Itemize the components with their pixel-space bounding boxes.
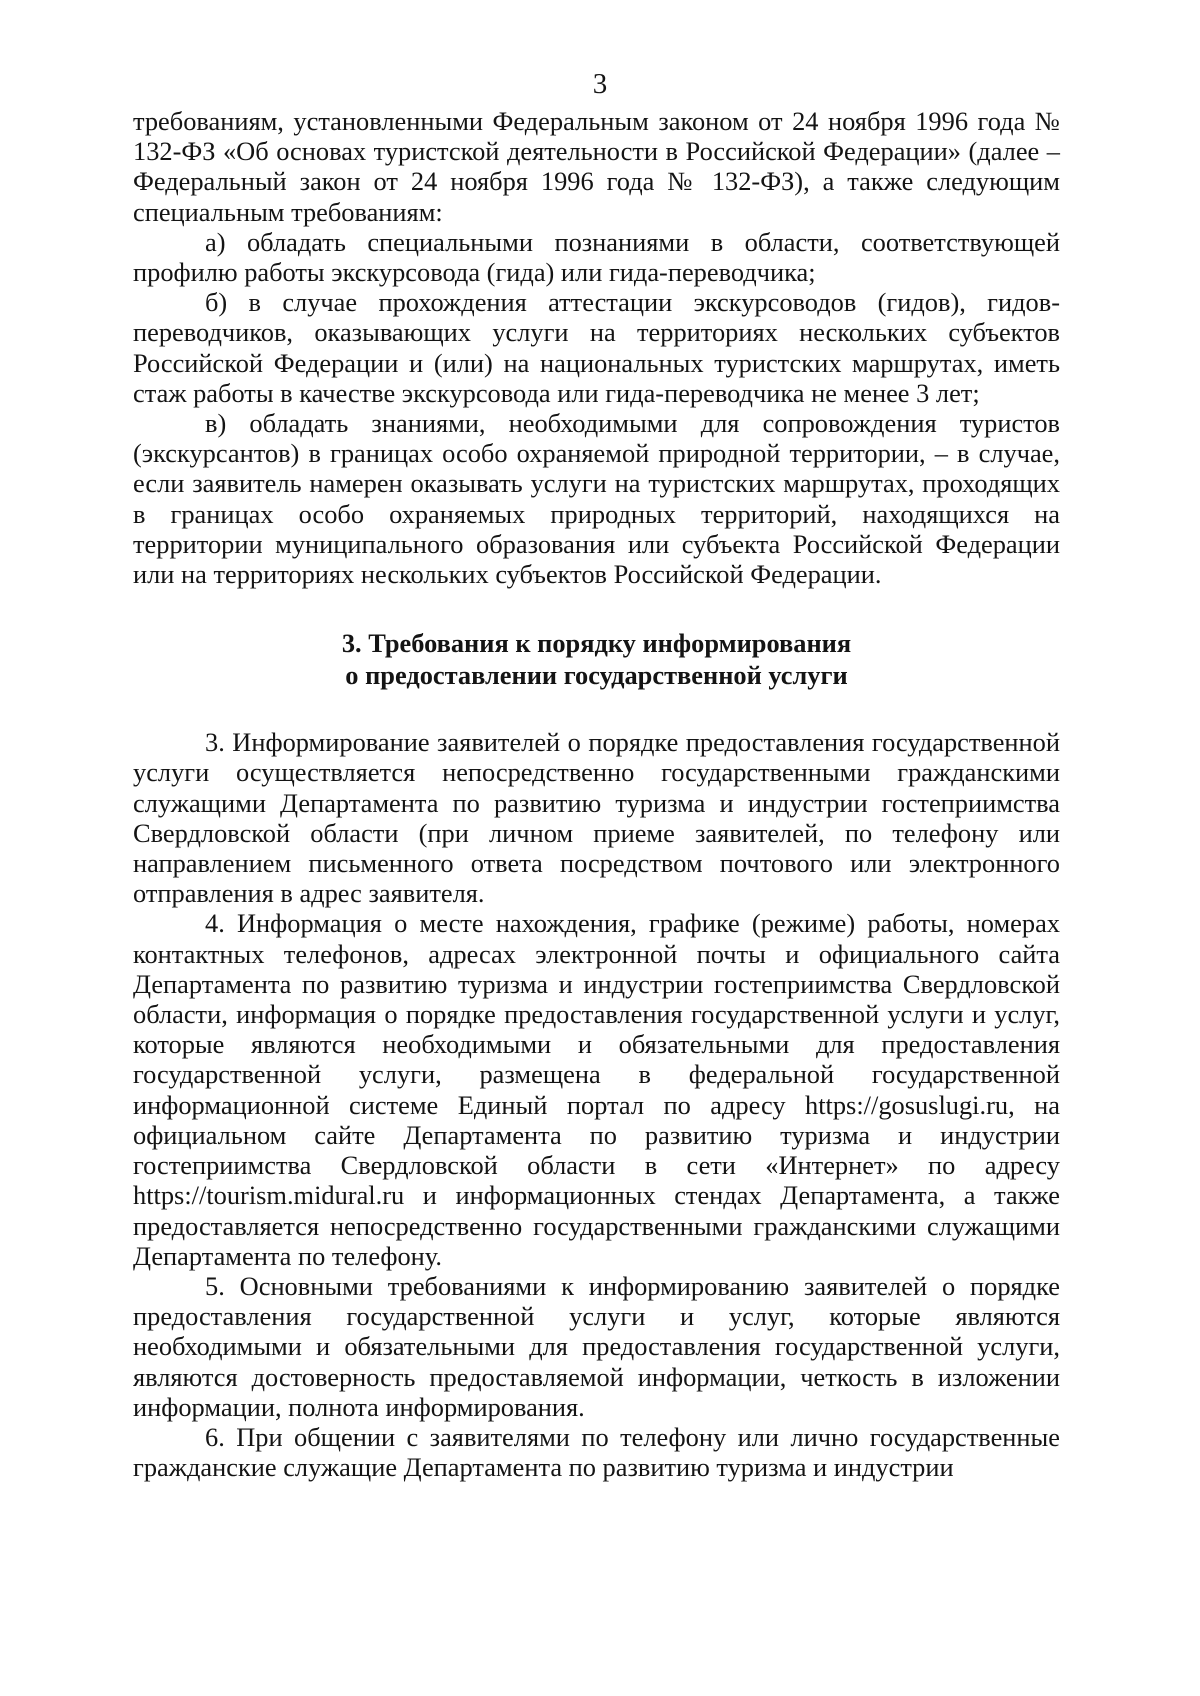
section-heading-line-2: о предоставлении государственной услуги <box>345 660 848 691</box>
page-number: 3 <box>592 68 608 100</box>
paragraph-5: 5. Основными требованиями к информированию заявителей о порядке предоставления государственной услуги и услуг, которые являются необходимыми и обязательными для предоставления государственной услуги, являются достоверность предоставляемой информации, четкость в изложении информации, полнота информирования. <box>133 1270 1060 1422</box>
section-heading-line-1: 3. Требования к порядку информирования <box>341 628 852 659</box>
paragraph-3: 3. Информирование заявителей о порядке предоставления государственной услуги осуществляется непосредственно государственными гражданскими служащими Департамента по развитию туризма и индустрии гостеприимства Свердловской области (при личном приеме заявителей, по телефону или направлением письменного ответа посредством почтового или электронного отправления в адрес заявителя. <box>133 727 1060 909</box>
requirement-item-a: а) обладать специальными познаниями в области, соответствующей профилю работы экскурсовода (гида) или гида-переводчика; <box>133 226 1060 288</box>
section-heading <box>133 627 1060 691</box>
intro-paragraph: требованиям, установленными Федеральным законом от 24 ноября 1996 года № 132-ФЗ «Об основах туристской деятельности в Российской Федерации» (далее – Федеральный закон от 24 ноября 1996 года № 132-ФЗ), а также следующим специальным требованиям: <box>133 106 1060 227</box>
requirement-item-c: в) обладать знаниями, необходимыми для сопровождения туристов (экскурсантов) в границах особо охраняемой природной территории, – в случае, если заявитель намерен оказывать услуги на туристских маршрутах, проходящих в границах особо охраняемых природных территорий, находящихся на территории муниципального образования или субъекта Российской Федерации или на территориях нескольких субъектов Российской Федерации. <box>133 408 1060 590</box>
paragraph-4: 4. Информация о месте нахождения, графике (режиме) работы, номерах контактных телефонов, адресах электронной почты и официального сайта Департамента по развитию туризма и индустрии гостеприимства Свердловской области, информация о порядке предоставления государственной услуги и услуг, которые являются необходимыми и обязательными для предоставления государственной услуги, размещена в федеральной государственной информационной системе Единый портал по адресу https://gosuslugi.ru, на официальном сайте Департамента по развитию туризма и индустрии гостеприимства Свердловской области в сети «Интернет» по адресу https://tourism.midural.ru и информационных стендах Департамента, а также предоставляется непосредственно государственными гражданскими служащими Департамента по телефону. <box>133 908 1060 1271</box>
requirement-item-b: б) в случае прохождения аттестации экскурсоводов (гидов), гидов-переводчиков, оказывающих услуги на территориях нескольких субъектов Российской Федерации и (или) на национальных туристских маршрутах, иметь стаж работы в качестве экскурсовода или гида-переводчика не менее 3 лет; <box>133 287 1060 408</box>
paragraph-6: 6. При общении с заявителями по телефону или лично государственные гражданские служащие Департамента по развитию туризма и индустрии <box>133 1421 1060 1483</box>
document-body <box>133 106 1060 1482</box>
